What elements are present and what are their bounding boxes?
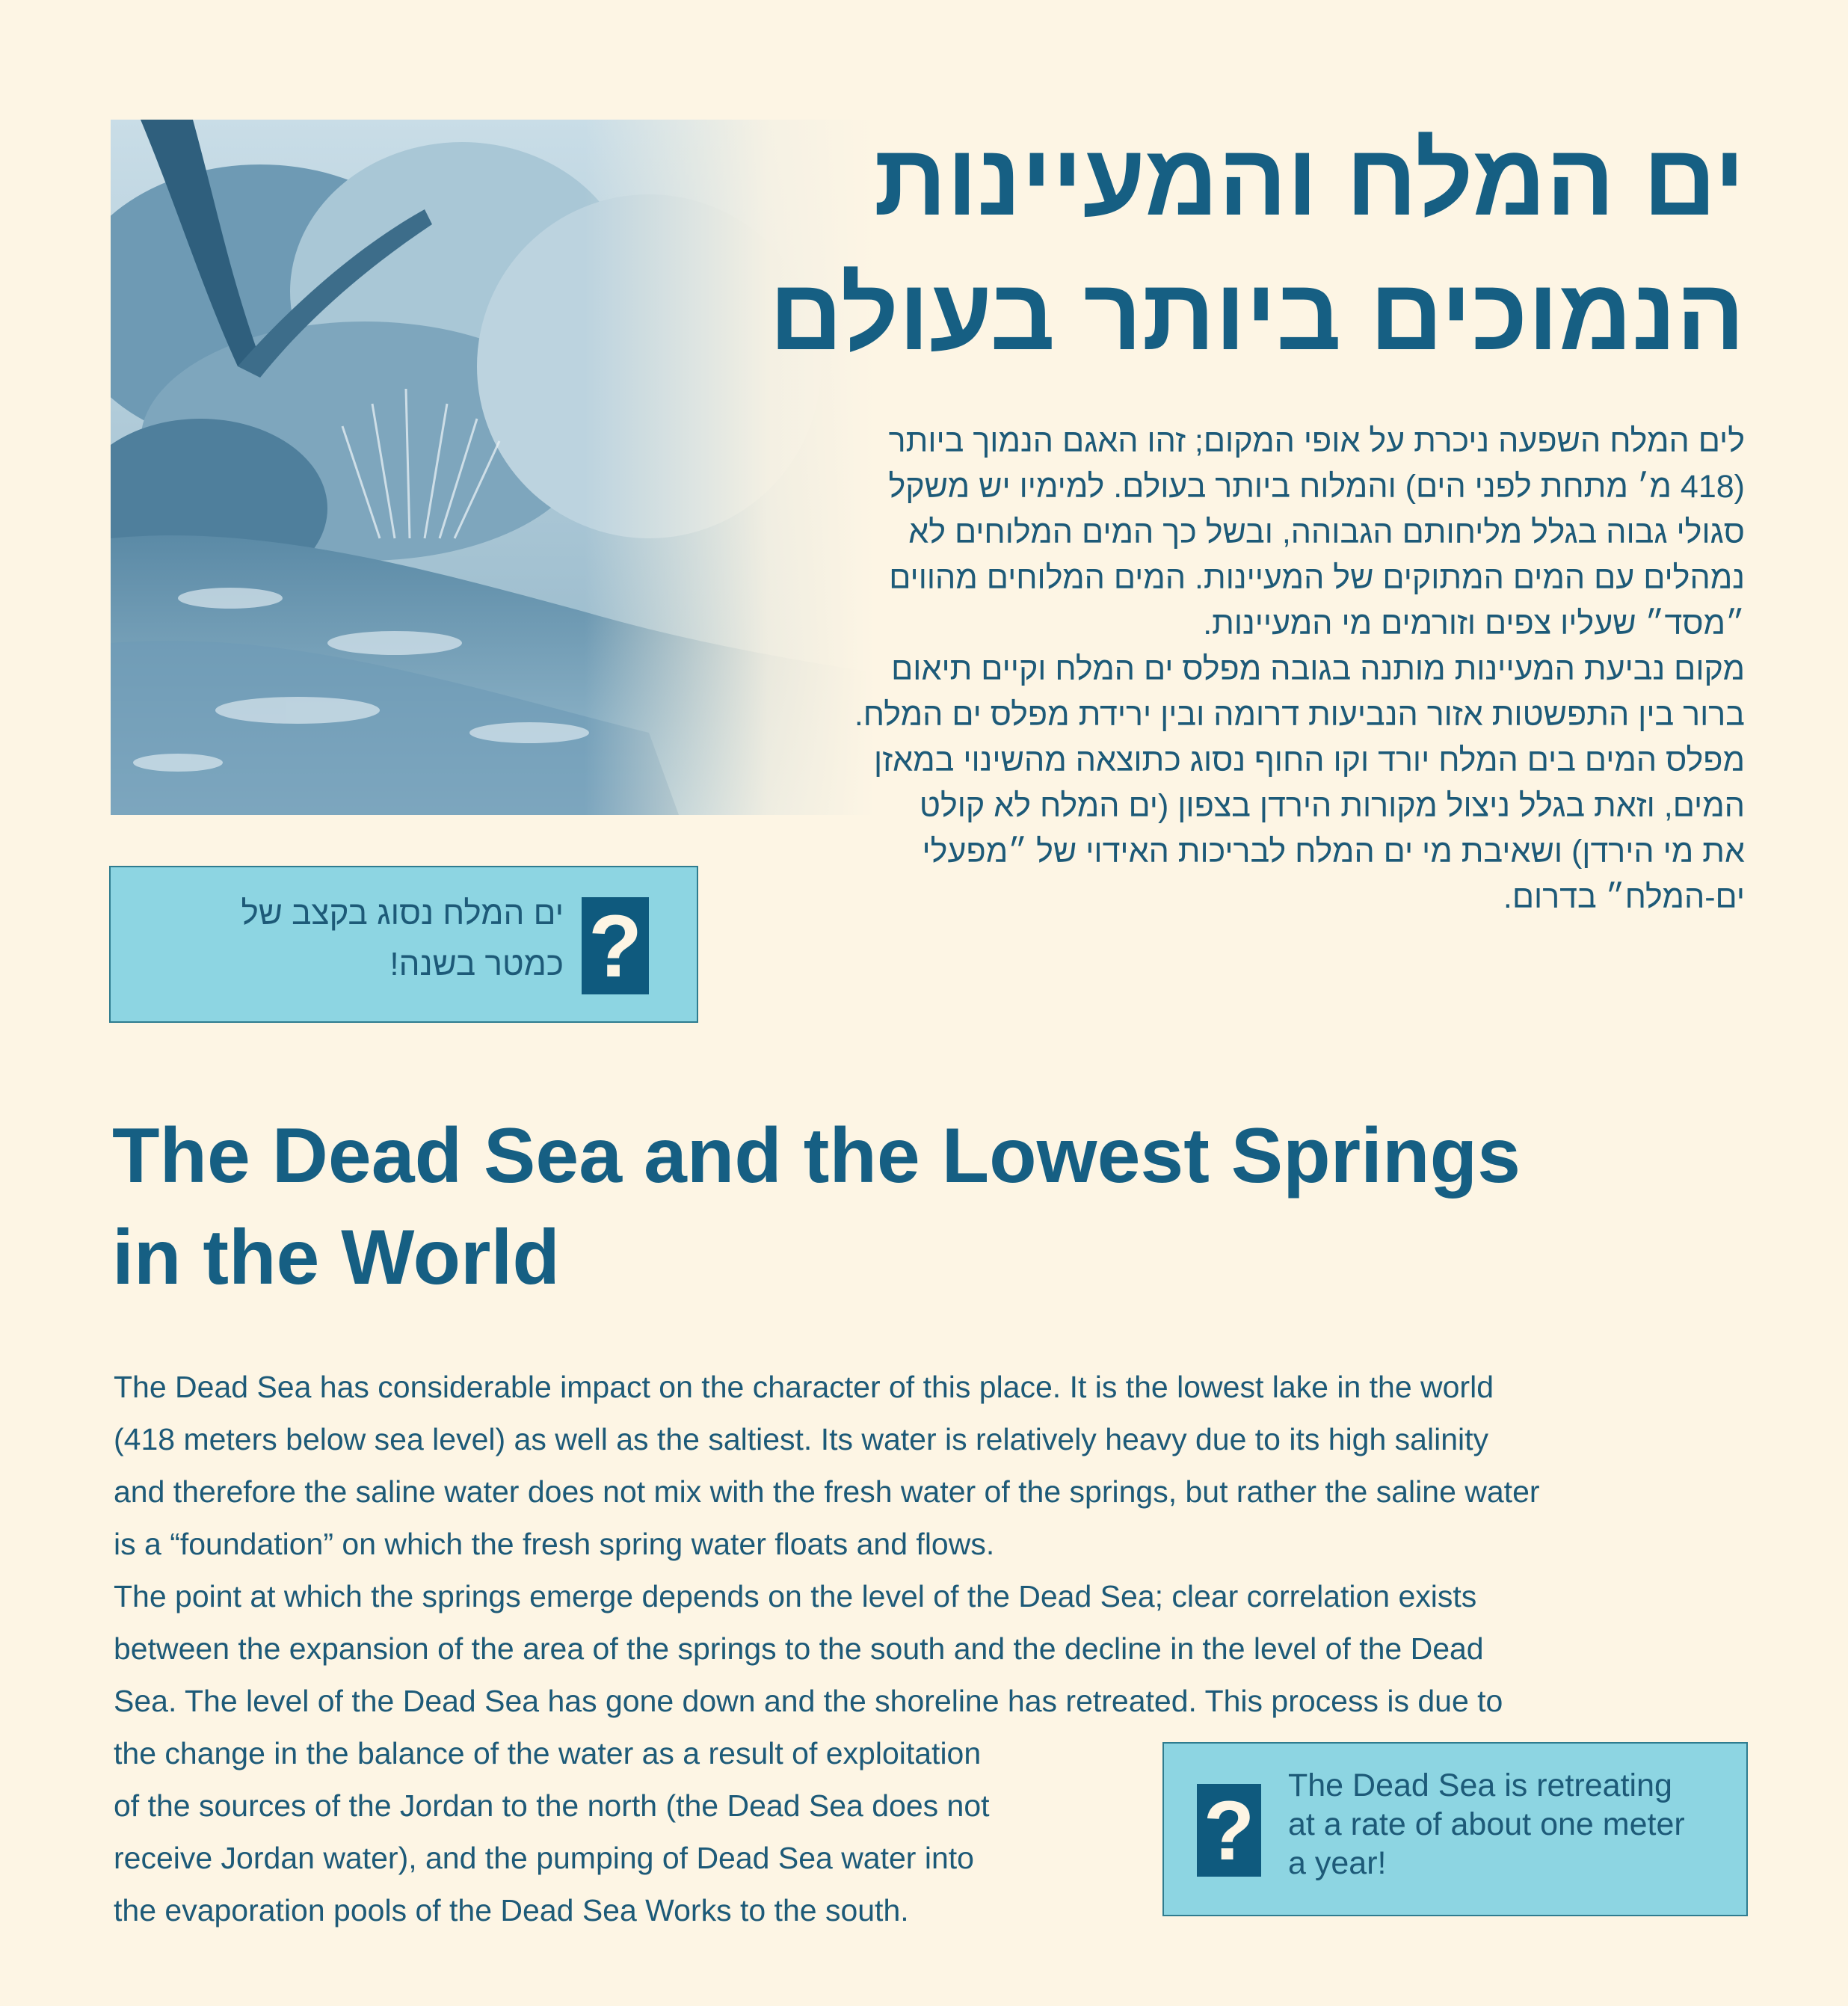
hebrew-fact-callout xyxy=(109,866,698,1023)
english-line: the evaporation pools of the Dead Sea Works to the south. xyxy=(114,1893,909,1927)
hebrew-title xyxy=(623,112,1745,381)
english-callout-line: at a rate of about one meter xyxy=(1288,1806,1685,1842)
hebrew-title-line: הנמוכים ביותר בעולם xyxy=(769,257,1745,371)
hebrew-title-line: ים המלח והמעיינות xyxy=(873,123,1745,236)
hebrew-line: לים המלח השפעה ניכרת על אופי המקום; זהו האגם הנמוך ביותר xyxy=(888,423,1745,459)
hebrew-line: סגולי גבוה בגלל מליחותם הגבוהה, ובשל כך המים המלוחים לא xyxy=(908,514,1745,550)
hebrew-paragraph xyxy=(751,647,1745,920)
hebrew-line: מפלס המים בים המלח יורד וקו החוף נסוג כתוצאה מהשינוי במאזן xyxy=(874,742,1745,778)
english-line: of the sources of the Jordan to the north (the Dead Sea does not xyxy=(114,1788,990,1823)
hebrew-callout-text xyxy=(145,888,564,990)
hebrew-line: המים, וזאת בגלל ניצול מקורות הירדן בצפון (ים המלח לא קולט xyxy=(919,788,1745,824)
english-title-line: in the World xyxy=(112,1214,560,1301)
question-mark-icon: ? xyxy=(582,897,649,994)
question-mark-icon: ? xyxy=(1197,1784,1261,1877)
hebrew-line: את מי הירדן) ושאיבת מי ים המלח לבריכות האידוי של ״מפעלי xyxy=(922,834,1745,870)
hebrew-line: ים-המלח״ בדרום. xyxy=(1503,879,1745,915)
english-title xyxy=(112,1105,1757,1308)
english-fact-callout xyxy=(1162,1742,1748,1916)
english-callout-line: The Dead Sea is retreating xyxy=(1288,1767,1672,1803)
hebrew-callout-line: ים המלח נסוג בקצב של xyxy=(241,895,564,932)
english-line: Sea. The level of the Dead Sea has gone down and the shoreline has retreated. This process is due to xyxy=(114,1684,1503,1718)
english-line: (418 meters below sea level) as well as the saltiest. Its water is relatively heavy due to its high salinity xyxy=(114,1422,1488,1456)
english-line: the change in the balance of the water as a result of exploitation xyxy=(114,1736,982,1770)
hebrew-paragraph xyxy=(751,419,1745,647)
hebrew-body-text xyxy=(751,419,1745,920)
english-title-line: The Dead Sea and the Lowest Springs xyxy=(112,1113,1521,1199)
english-line: receive Jordan water), and the pumping of Dead Sea water into xyxy=(114,1841,974,1875)
english-callout-text xyxy=(1288,1766,1737,1883)
english-line: and therefore the saline water does not mix with the fresh water of the springs, but rather the saline water xyxy=(114,1474,1540,1509)
hebrew-line: (418 מ׳ מתחת לפני הים) והמלוח ביותר בעולם. למימיו יש משקל xyxy=(888,469,1745,505)
english-line: The Dead Sea has considerable impact on the character of this place. It is the lowest lake in the world xyxy=(114,1370,1494,1404)
english-line: The point at which the springs emerge depends on the level of the Dead Sea; clear correlation exists xyxy=(114,1579,1477,1613)
hebrew-line: נמהלים עם המים המתוקים של המעיינות. המים המלוחים מהווים xyxy=(889,560,1745,596)
english-callout-line: a year! xyxy=(1288,1845,1387,1881)
hebrew-line: ״מסד״ שעליו צפים וזורמים מי המעיינות. xyxy=(1203,606,1745,642)
english-line: is a “foundation” on which the fresh spring water floats and flows. xyxy=(114,1527,995,1561)
hebrew-callout-line: כמטר בשנה! xyxy=(389,946,564,982)
hebrew-line: ברור בין התפשטות אזור הנביעות דרומה ובין ירידת מפלס ים המלח. xyxy=(854,697,1745,733)
english-line: between the expansion of the area of the springs to the south and the decline in the level of the Dead xyxy=(114,1631,1484,1666)
hebrew-line: מקום נביעת המעיינות מותנה בגובה מפלס ים המלח וקיים תיאום xyxy=(891,651,1745,687)
